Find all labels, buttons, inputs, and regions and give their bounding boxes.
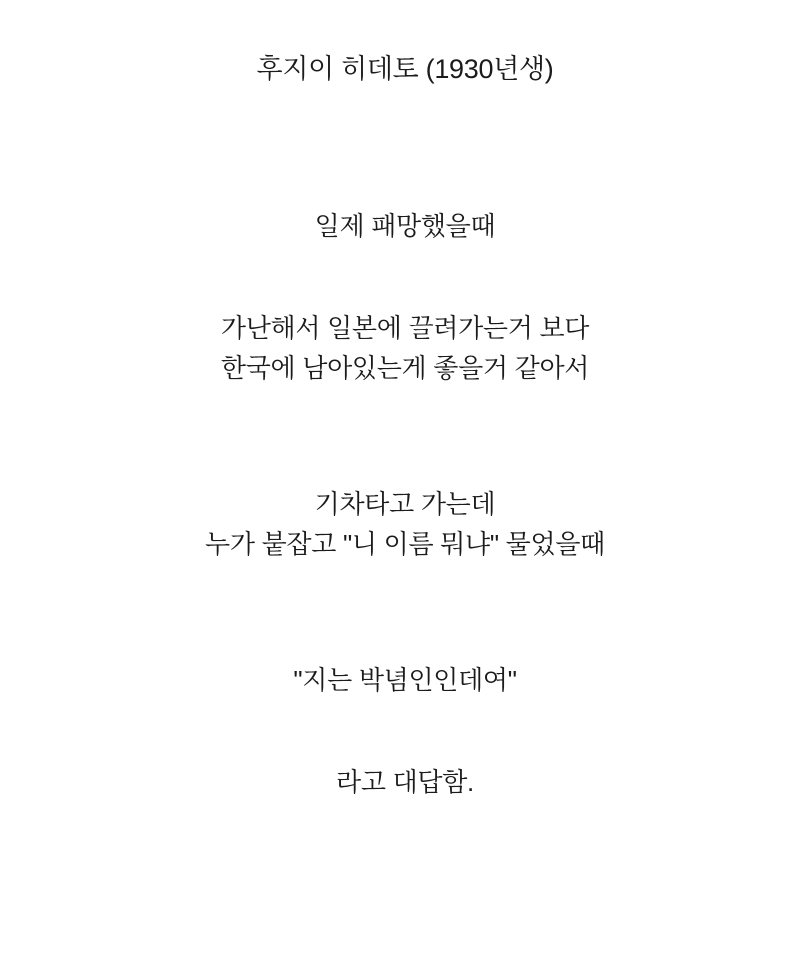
paragraph-train-scene — [0, 484, 810, 564]
paragraph-train-scene-line-1: 기차타고 가는데 — [314, 489, 496, 519]
paragraph-train-scene-line-2: 누가 붙잡고 "니 이름 뭐냐" 물었을때 — [205, 529, 605, 559]
paragraph-reason — [0, 308, 810, 388]
paragraph-intro — [0, 206, 810, 246]
document-title — [0, 50, 810, 88]
closing-text: 라고 대답함. — [336, 767, 474, 797]
paragraph-closing — [0, 762, 810, 802]
paragraph-quote — [0, 660, 810, 700]
title-text: 후지이 히데토 (1930년생) — [256, 54, 554, 84]
paragraph-intro-line-1: 일제 패망했을때 — [314, 211, 496, 241]
paragraph-reason-line-1: 가난해서 일본에 끌려가는거 보다 — [220, 313, 590, 343]
paragraph-reason-line-2: 한국에 남아있는게 좋을거 같아서 — [220, 353, 590, 383]
quote-text: "지는 박념인인데여" — [293, 665, 517, 695]
